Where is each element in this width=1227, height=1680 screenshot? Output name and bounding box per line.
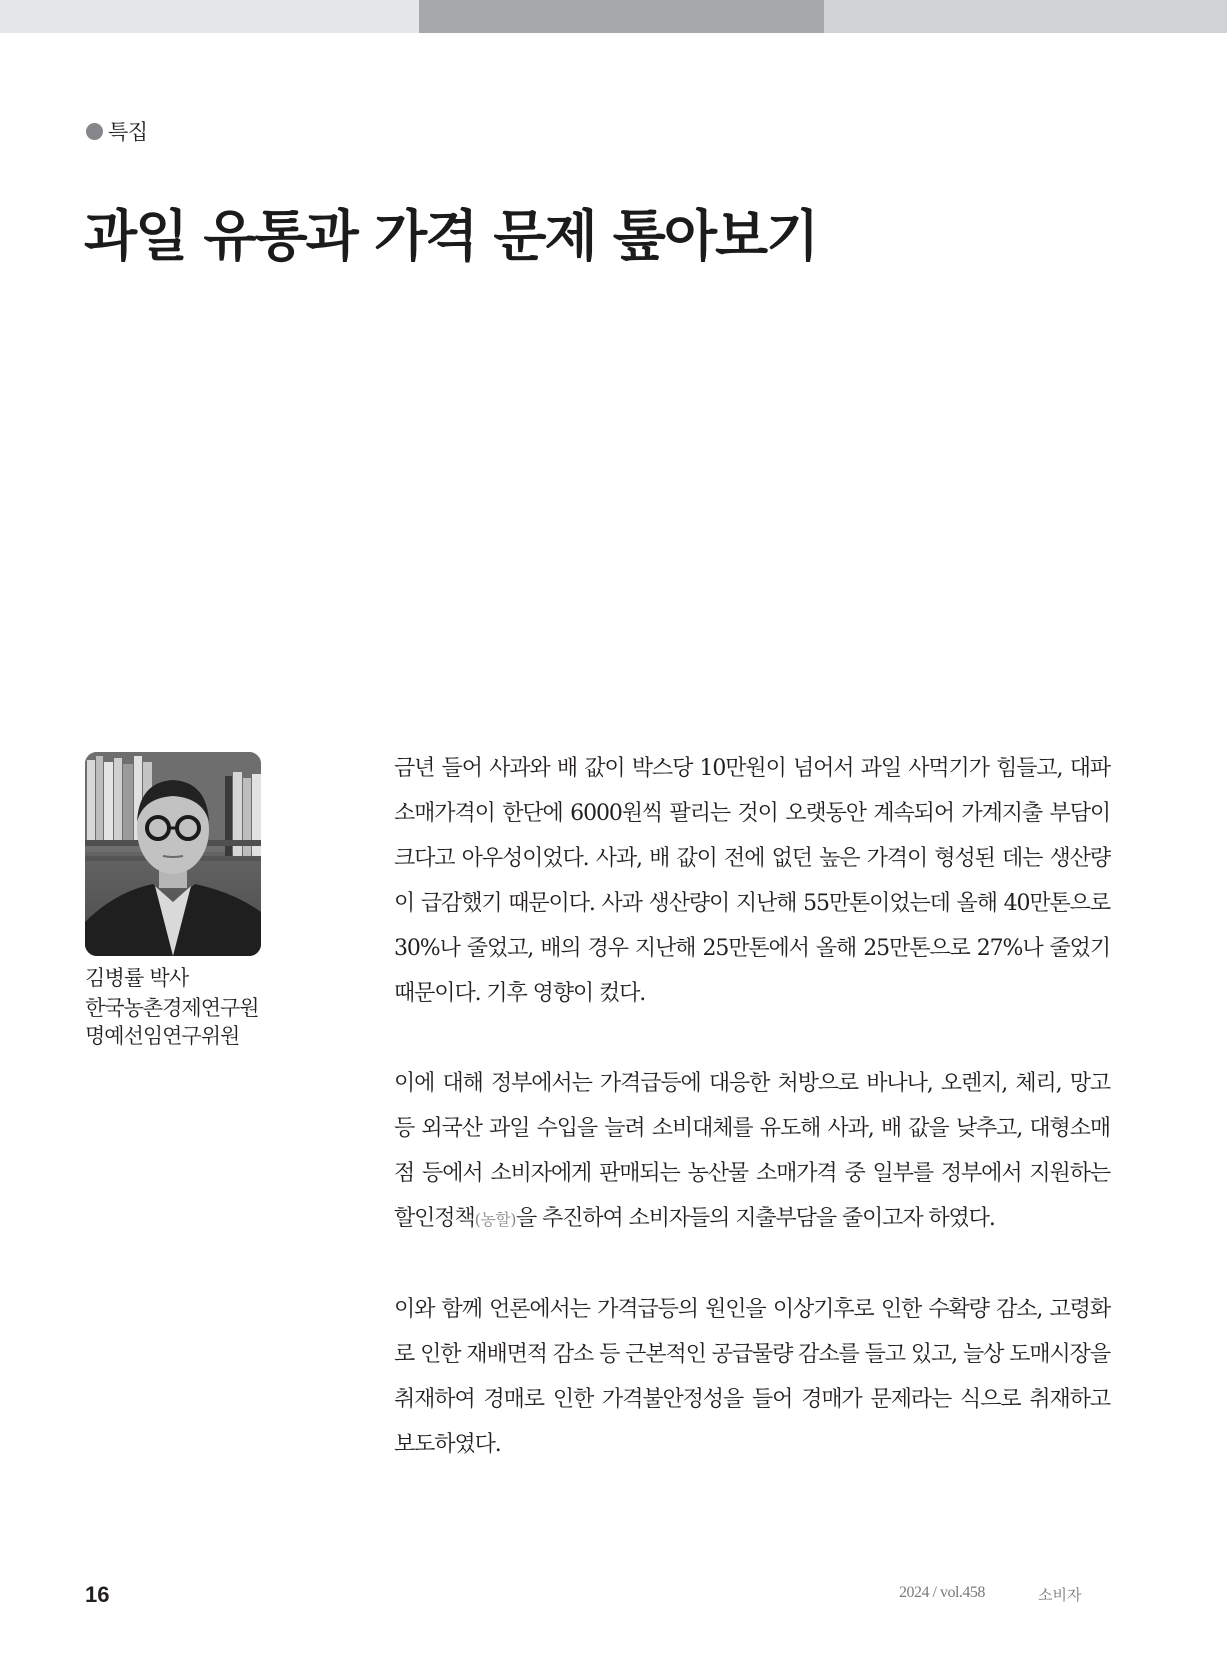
author-affiliation bbox=[85, 994, 259, 1050]
author-portrait-icon bbox=[85, 752, 261, 956]
issue-label: 2024 / vol.458 bbox=[899, 1584, 985, 1601]
paragraph-text: 을 추진하여 소비자들의 지출부담을 줄이고자 하였다. bbox=[516, 1206, 995, 1231]
top-color-band bbox=[0, 0, 1227, 33]
page-title: 과일 유통과 가격 문제 톺아보기 bbox=[84, 204, 818, 268]
author-photo bbox=[85, 752, 261, 956]
band-segment-mid bbox=[824, 0, 1227, 33]
paragraph bbox=[394, 1061, 1110, 1242]
author-name: 김병률 박사 bbox=[85, 966, 189, 990]
paragraph-text: 이에 대해 정부에서는 가격급등에 대응한 처방으로 바나나, 오렌지, 체리, 망고 등 외국산 과일 수입을 늘려 소비대체를 유도해 사과, 배 값을 낮추고, 대형소매점 등에서 소비자에게 판매되는 농산물 소매가격 중 일부를 정부에서 지원하는 할인정책 bbox=[394, 1071, 1110, 1231]
paragraph: 금년 들어 사과와 배 값이 박스당 10만원이 넘어서 과일 사먹기가 힘들고, 대파 소매가격이 한단에 6000원씩 팔리는 것이 오랫동안 계속되어 가계지출 부담이 크다고 아우성이었다. 사과, 배 값이 전에 없던 높은 가격이 형성된 데는 생산량이 급감했기 때문이다. 사과 생산량이 지난해 55만톤이었는데 올해 40만톤으로 30%나 줄었고, 배의 경우 지난해 25만톤에서 올해 25만톤으로 27%나 줄었기 때문이다. 기후 영향이 컸다. bbox=[394, 756, 1110, 1006]
author-affiliation-line1: 한국농촌경제연구원 bbox=[85, 996, 259, 1020]
article-body bbox=[394, 746, 1110, 1467]
author-affiliation-line2: 명예선임연구위원 bbox=[85, 1024, 240, 1048]
paragraph: 이와 함께 언론에서는 가격급등의 원인을 이상기후로 인한 수확량 감소, 고령화로 인한 재배면적 감소 등 근본적인 공급물량 감소를 들고 있고, 늘상 도매시장을 취재하여 경매로 인한 가격불안정성을 들어 경매가 문제라는 식으로 취재하고 보도하였다. bbox=[394, 1297, 1110, 1457]
magazine-name: 소비자 bbox=[1038, 1586, 1082, 1604]
paragraph-aside: (농할) bbox=[474, 1210, 517, 1229]
band-segment-dark bbox=[419, 0, 824, 33]
section-label: 특집 bbox=[108, 120, 148, 144]
band-segment-light bbox=[0, 0, 419, 33]
circle-bullet-icon bbox=[86, 123, 103, 140]
page-number: 16 bbox=[85, 1582, 110, 1607]
section-tag bbox=[86, 116, 148, 146]
